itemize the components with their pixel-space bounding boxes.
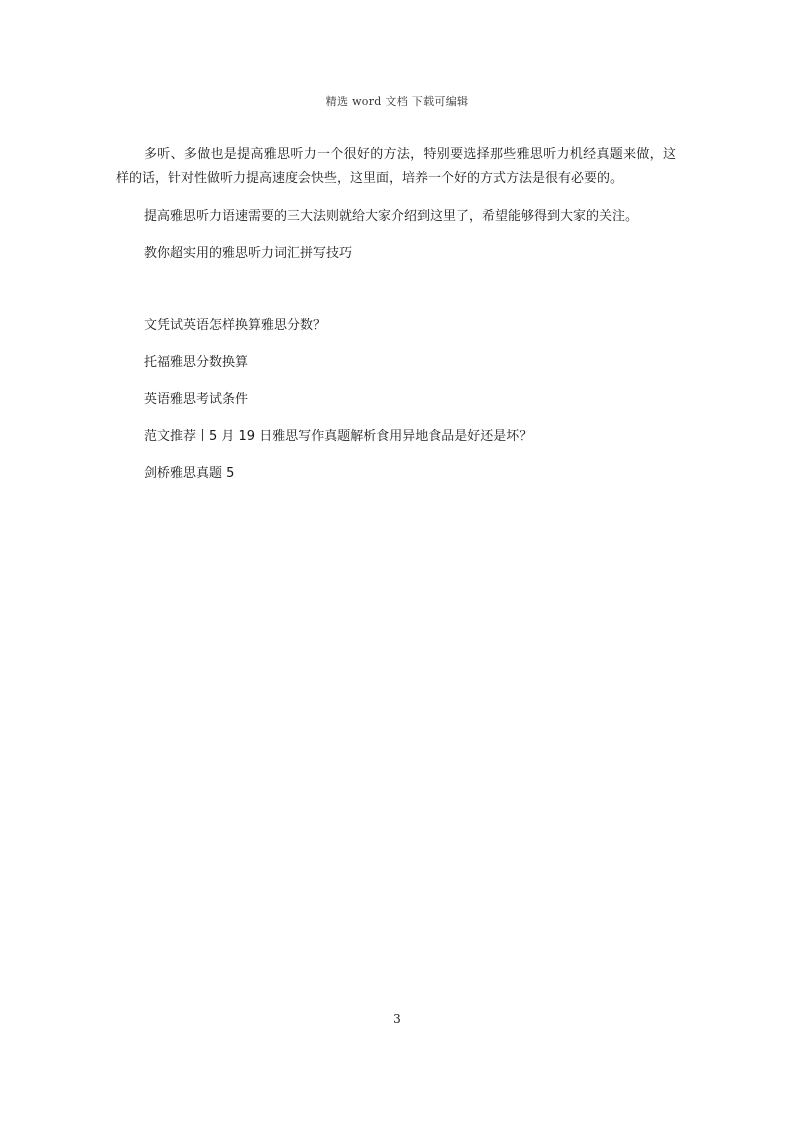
related-article-link[interactable]: 英语雅思考试条件	[144, 392, 249, 407]
related-article-link[interactable]: 剑桥雅思真题 5	[144, 466, 235, 481]
page-header: 精选 word 文档 下载可编辑	[325, 95, 469, 108]
related-article-link[interactable]: 范文推荐丨5 月 19 日雅思写作真题解析食用异地食品是好还是坏？	[144, 429, 533, 444]
related-article-link[interactable]: 托福雅思分数换算	[144, 355, 249, 370]
related-article-link[interactable]: 文凭试英语怎样换算雅思分数？	[144, 318, 327, 333]
body-paragraph-2	[116, 205, 676, 229]
body-paragraph-1	[116, 143, 676, 191]
paragraph-text: 多听、多做也是提高雅思听力一个很好的方法，特别要选择那些雅思听力机经真题来做，这样的话，针对性做听力提高速度会快些，这里面，培养一个好的方式方法是很有必要的。	[116, 147, 676, 186]
paragraph-text: 提高雅思听力语速需要的三大法则就给大家介绍到这里了，希望能够得到大家的关注。	[144, 209, 639, 224]
related-article-link[interactable]: 教你超实用的雅思听力词汇拼写技巧	[144, 246, 353, 261]
page-number: 3	[393, 1012, 401, 1026]
